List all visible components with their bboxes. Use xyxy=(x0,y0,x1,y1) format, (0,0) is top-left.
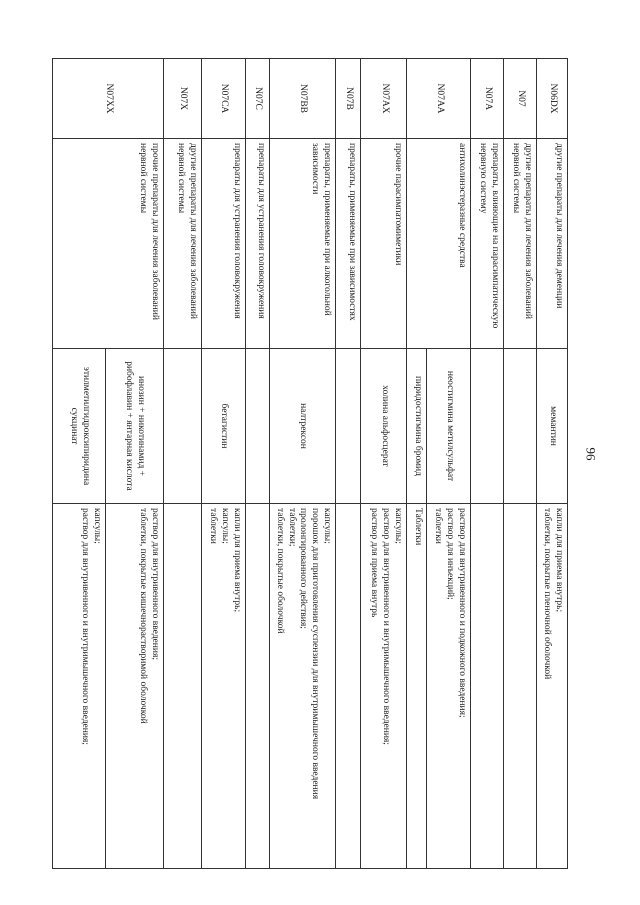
group-name-cell: препараты для устранения головокружения xyxy=(245,139,269,349)
dosage-form: капсулы; xyxy=(393,508,404,544)
dosage-forms-cell xyxy=(361,504,407,869)
atc-code-cell: N07A xyxy=(471,59,504,139)
group-name-cell: препараты для устранения головокружения xyxy=(201,139,245,349)
table-row xyxy=(245,59,269,869)
drug-name-cell: бетагистин xyxy=(201,349,245,504)
table-row xyxy=(105,59,163,869)
atc-code-cell: N06DX xyxy=(537,59,568,139)
atc-code-cell: N07AA xyxy=(407,59,471,139)
dosage-form: раствор для приема внутрь xyxy=(369,508,380,618)
dosage-form: порошок для приготовления суспензии для внутримышечного введения пролонгированного действия; xyxy=(298,508,321,800)
drug-name-cell xyxy=(245,349,269,504)
atc-code-cell: N07XX xyxy=(52,59,163,139)
group-name-cell: прочие препараты для лечения заболеваний нервной системы xyxy=(52,139,163,349)
drug-name-cell: пиридостигмина бромид xyxy=(407,349,427,504)
drug-name-cell: холина альфосцерат xyxy=(361,349,407,504)
group-name-cell: другие препараты для лечения деменции xyxy=(537,139,568,349)
drug-name-cell xyxy=(504,349,537,504)
table-row xyxy=(269,59,335,869)
table-row xyxy=(504,59,537,869)
table-row xyxy=(537,59,568,869)
atc-code-cell: N07CA xyxy=(201,59,245,139)
dosage-form: капли для приема внутрь; xyxy=(231,508,242,613)
dosage-forms-cell xyxy=(52,504,105,869)
group-name-cell: антихолинэстеразные средства xyxy=(407,139,471,349)
group-name-cell: препараты, применяемые при зависимостях xyxy=(336,139,361,349)
drug-name-cell: мемантин xyxy=(537,349,568,504)
table-row xyxy=(471,59,504,869)
drug-name-cell: этилметилгидроксипиридина сукцинат xyxy=(52,349,105,504)
dosage-forms-cell xyxy=(427,504,471,869)
dosage-form: таблетки xyxy=(208,508,219,544)
drug-table-rotated xyxy=(58,58,568,868)
dosage-forms-cell xyxy=(537,504,568,869)
dosage-form: капсулы; xyxy=(220,508,230,544)
dosage-form: раствор для инъекций; xyxy=(445,508,456,600)
atc-code-cell: N07X xyxy=(163,59,201,139)
group-name-cell: прочие парасимпатомиметики xyxy=(361,139,407,349)
dosage-form: раствор для внутривенного и внутримышечного введения; xyxy=(80,508,90,745)
table-row xyxy=(336,59,361,869)
dosage-form: таблетки, покрытые кишечнорастворимой оболочкой xyxy=(138,508,148,724)
group-name-cell: другие препараты для лечения заболеваний нервной системы xyxy=(504,139,537,349)
drug-name-cell: неостигмина метилсульфат xyxy=(427,349,471,504)
atc-code-cell: N07 xyxy=(504,59,537,139)
group-name-cell: другие препараты для лечения заболеваний нервной системы xyxy=(163,139,201,349)
dosage-forms-cell xyxy=(471,504,504,869)
dosage-forms-cell xyxy=(407,504,427,869)
atc-code-cell: N07BB xyxy=(269,59,335,139)
table-row xyxy=(163,59,201,869)
drug-name-cell: инозин + никотинамид + рибофлавин + янтарная кислота xyxy=(105,349,163,504)
drug-name-cell xyxy=(163,349,201,504)
dosage-form: раствор для внутривенного и внутримышечного введения; xyxy=(381,508,392,745)
dosage-forms-cell xyxy=(105,504,163,869)
table-row xyxy=(361,59,407,869)
dosage-form: таблетки, покрытые пленочной оболочкой xyxy=(542,508,553,680)
group-name-cell: препараты, применяемые при алкогольной зависимости xyxy=(269,139,335,349)
drug-name-cell xyxy=(471,349,504,504)
dosage-forms-cell xyxy=(269,504,335,869)
table-row xyxy=(427,59,471,869)
dosage-forms-cell xyxy=(163,504,201,869)
dosage-form: капли для приема внутрь; xyxy=(554,508,564,613)
dosage-forms-cell xyxy=(201,504,245,869)
atc-code-cell: N07AX xyxy=(361,59,407,139)
page-number: 96 xyxy=(583,447,599,461)
dosage-form: капсулы; xyxy=(91,508,102,544)
dosage-form: таблетки, покрытые оболочкой xyxy=(274,508,285,634)
atc-code-cell: N07C xyxy=(245,59,269,139)
dosage-form: таблетки; xyxy=(286,508,297,547)
drug-name-cell xyxy=(336,349,361,504)
dosage-form: раствор для внутривенного введения; xyxy=(149,508,160,660)
dosage-form: Таблетки xyxy=(413,508,424,546)
dosage-form: раствор для внутривенного и подкожного введения; xyxy=(457,508,468,718)
drug-table xyxy=(52,58,568,869)
dosage-form: капсулы; xyxy=(322,508,333,544)
table-row xyxy=(201,59,245,869)
dosage-forms-cell xyxy=(245,504,269,869)
atc-code-cell: N07B xyxy=(336,59,361,139)
group-name-cell: препараты, влияющие на парасимпатическую нервную систему xyxy=(471,139,504,349)
dosage-form: таблетки xyxy=(433,508,444,544)
drug-name-cell: налтрексон xyxy=(269,349,335,504)
dosage-forms-cell xyxy=(336,504,361,869)
dosage-forms-cell xyxy=(504,504,537,869)
